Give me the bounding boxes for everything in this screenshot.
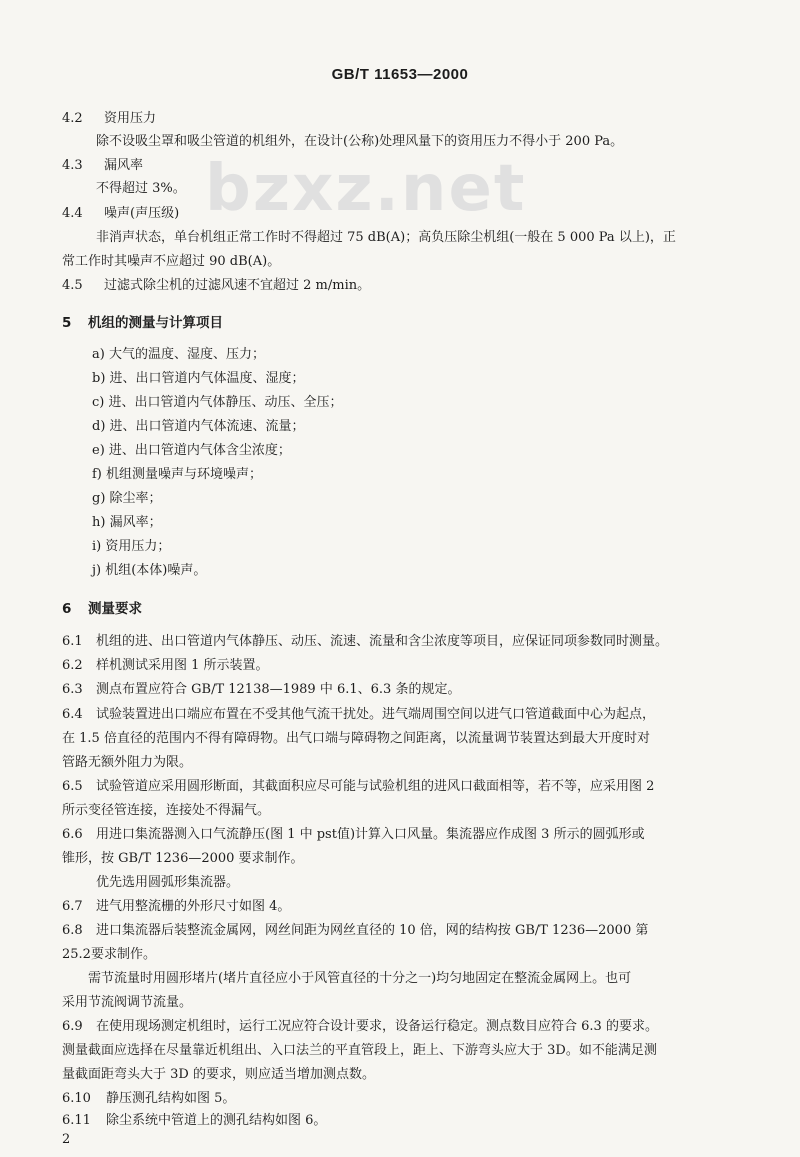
clause-text: 试验装置进出口端应布置在不受其他气流干扰处。进气端周围空间以进气口管道截面中心为起点， [96, 707, 656, 722]
clause-6-7 [62, 898, 290, 916]
list-item: j) 机组(本体)噪声。 [92, 563, 207, 578]
list-item: f) 机组测量噪声与环境噪声； [92, 467, 263, 482]
clause-title: 噪声(声压级) [104, 206, 180, 221]
clause-number: 4.5 [62, 278, 83, 293]
clause-title: 资用压力 [104, 111, 157, 126]
clause-6-6 [62, 826, 645, 844]
clause-number: 4.2 [62, 111, 83, 126]
clause-number: 6.7 [62, 899, 83, 914]
paragraph-line: 锥形，按 GB/T 1236—2000 要求制作。 [62, 851, 304, 866]
clause-6-5 [62, 778, 654, 796]
clause-text: 静压测孔结构如图 5。 [106, 1091, 236, 1106]
section-6-heading [62, 600, 142, 618]
clause-number: 6.3 [62, 682, 83, 697]
clause-6-3 [62, 681, 460, 699]
list-item: g) 除尘率； [92, 491, 162, 506]
paragraph-line: 除不设吸尘罩和吸尘管道的机组外，在设计(公称)处理风量下的资用压力不得小于 200 Pa。 [96, 134, 624, 149]
list-item: h) 漏风率； [92, 515, 162, 530]
clause-4-5 [62, 277, 370, 295]
clause-text: 除尘系统中管道上的测孔结构如图 6。 [106, 1113, 327, 1128]
list-item: c) 进、出口管道内气体静压、动压、全压； [92, 395, 343, 410]
section-title: 测量要求 [88, 601, 142, 617]
list-item: b) 进、出口管道内气体温度、湿度； [92, 371, 305, 386]
clause-text: 进口集流器后装整流金属网，网丝间距为网丝直径的 10 倍，网的结构按 GB/T 1236—2000 第 [96, 923, 649, 938]
clause-text: 试验管道应采用圆形断面，其截面积应尽可能与试验机组的进风口截面相等，若不等，应采用图 2 [96, 779, 655, 794]
paragraph-line: 常工作时其噪声不应超过 90 dB(A)。 [62, 254, 281, 269]
clause-number: 6.9 [62, 1019, 83, 1034]
watermark-text: bzxz.net [205, 152, 527, 226]
clause-number: 6.1 [62, 634, 83, 649]
paragraph-line: 25.2要求制作。 [62, 947, 156, 962]
clause-4-4-heading [62, 205, 179, 223]
list-item: d) 进、出口管道内气体流速、流量； [92, 419, 305, 434]
paragraph-line: 需节流量时用圆形堵片(堵片直径应小于风管直径的十分之一)均匀地固定在整流金属网上。也可 [88, 971, 632, 986]
page-header-standard-code: GB/T 11653—2000 [331, 66, 469, 83]
paragraph-line: 非消声状态，单台机组正常工作时不得超过 75 dB(A)；高负压除尘机组(一般在 5 000 Pa 以上)，正 [96, 230, 676, 245]
clause-6-8 [62, 922, 648, 940]
clause-6-1 [62, 633, 668, 651]
paragraph-line: 采用节流阀调节流量。 [62, 995, 193, 1010]
clause-text: 进气用整流栅的外形尺寸如图 4。 [96, 899, 291, 914]
clause-text: 测点布置应符合 GB/T 12138—1989 中 6.1、6.3 条的规定。 [96, 682, 461, 697]
clause-text: 机组的进、出口管道内气体静压、动压、流速、流量和含尘浓度等项目，应保证同项参数同时测量。 [96, 634, 669, 649]
section-number: 5 [62, 315, 72, 331]
clause-number: 6.6 [62, 827, 83, 842]
clause-4-2-heading [62, 110, 156, 128]
clause-6-10 [62, 1090, 235, 1108]
clause-number: 6.5 [62, 779, 83, 794]
clause-number: 6.10 [62, 1091, 91, 1106]
clause-title: 漏风率 [104, 158, 144, 173]
clause-6-4 [62, 706, 655, 724]
paragraph-line: 管路无额外阻力为限。 [62, 755, 193, 770]
paragraph-line: 优先选用圆弧形集流器。 [96, 875, 240, 890]
paragraph-line: 所示变径管连接，连接处不得漏气。 [62, 803, 271, 818]
clause-4-3-heading [62, 157, 143, 175]
clause-number: 6.11 [62, 1113, 91, 1128]
clause-number: 6.4 [62, 707, 83, 722]
list-item: i) 资用压力； [92, 539, 171, 554]
clause-6-11 [62, 1112, 326, 1130]
clause-6-9 [62, 1018, 658, 1036]
list-item: e) 进、出口管道内气体含尘浓度； [92, 443, 291, 458]
clause-number: 4.4 [62, 206, 83, 221]
section-number: 6 [62, 601, 72, 617]
clause-text: 用进口集流器测入口气流静压(图 1 中 pst值)计算入口风量。集流器应作成图 3 所示的圆弧形或 [96, 827, 645, 842]
clause-number: 6.2 [62, 658, 83, 673]
list-item: a) 大气的温度、湿度、压力； [92, 347, 265, 362]
paragraph-line: 量截面距弯头大于 3D 的要求，则应适当增加测点数。 [62, 1067, 375, 1082]
paragraph-line: 在 1.5 倍直径的范围内不得有障碍物。出气口端与障碍物之间距离，以流量调节装置达到最大开度时对 [62, 731, 650, 746]
section-title: 机组的测量与计算项目 [88, 315, 223, 331]
clause-number: 4.3 [62, 158, 83, 173]
page-number: 2 [62, 1132, 71, 1147]
section-5-heading [62, 314, 223, 332]
paragraph-line: 不得超过 3%。 [96, 181, 186, 196]
paragraph-line: 测量截面应选择在尽量靠近机组出、入口法兰的平直管段上，距上、下游弯头应大于 3D。如不能满足测 [62, 1043, 657, 1058]
clause-number: 6.8 [62, 923, 83, 938]
clause-text: 过滤式除尘机的过滤风速不宜超过 2 m/min。 [104, 278, 371, 293]
clause-text: 在使用现场测定机组时，运行工况应符合设计要求，设备运行稳定。测点数目应符合 6.3 的要求。 [96, 1019, 658, 1034]
clause-text: 样机测试采用图 1 所示装置。 [96, 658, 269, 673]
clause-6-2 [62, 657, 269, 675]
